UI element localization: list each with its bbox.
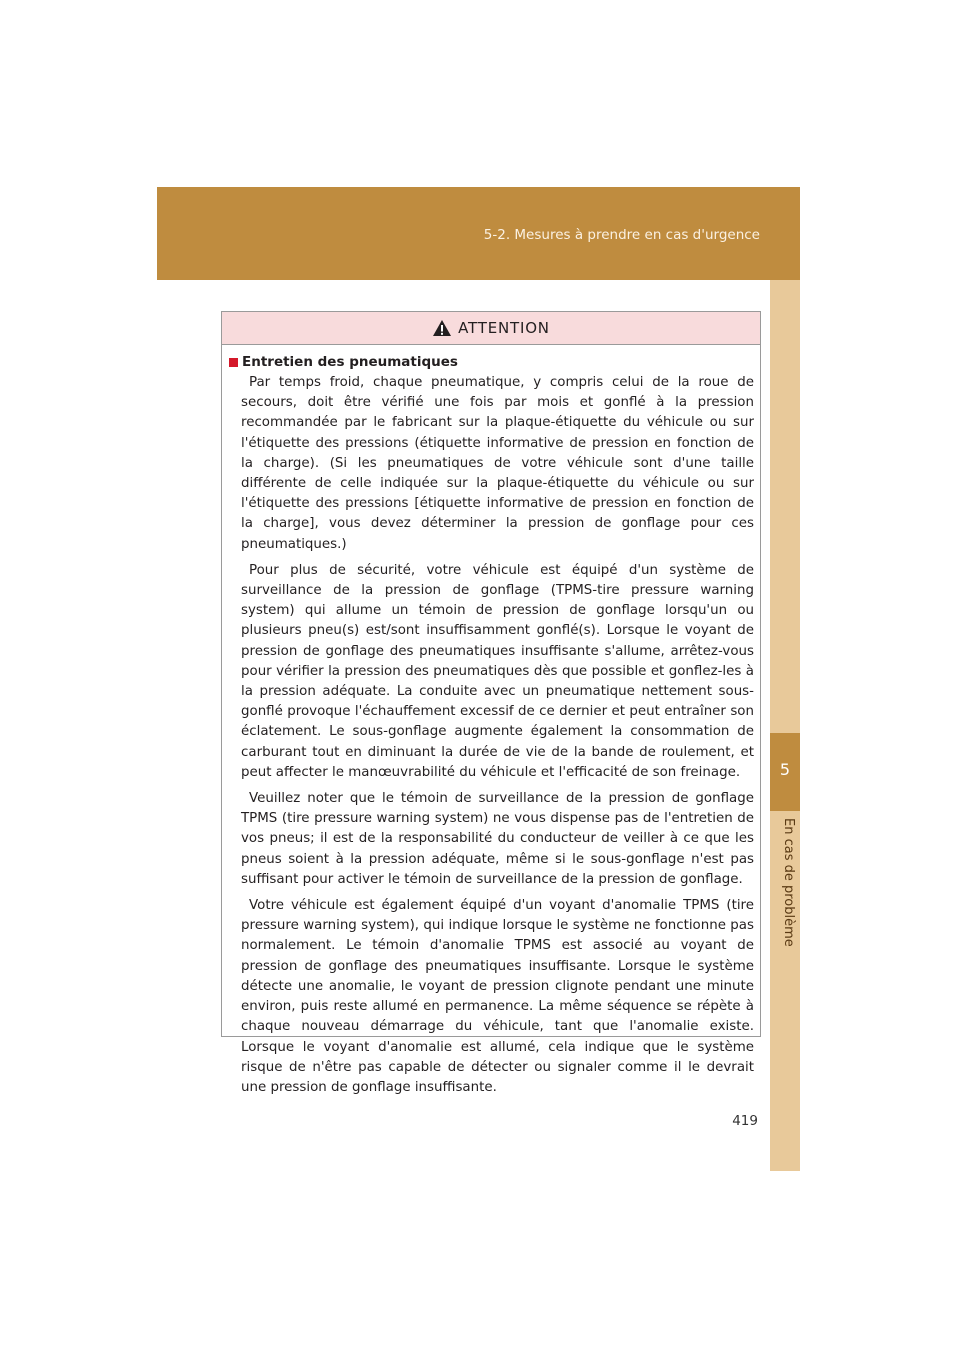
warning-header [222,312,760,345]
page-number: 419 [732,1113,758,1129]
subsection-title: Entretien des pneumatiques [242,354,458,370]
header-band [157,187,800,280]
square-bullet-icon [229,358,238,367]
warning-body [222,345,760,1098]
warning-title: ATTENTION [458,319,550,337]
paragraph-1: Par temps froid, chaque pneumatique, y compris celui de la roue de secours, doit être vérifié une fois par mois et gonflé à la pression recommandée par le fabricant sur la plaque-étiquette du véhicule ou sur l'étiquette des pressions (étiquette informative de pression en fonction de la charge). (Si les pneumatiques de votre véhicule sont d'une taille différente de celle indiquée sur la plaque-étiquette du véhicule ou sur l'étiquette des pressions [étiquette informative de pression en fonction de la charge], vous devez déterminer la pression de gonflage pour ces pneumatiques.) [241,375,754,552]
subsection-heading [229,354,754,370]
paragraph-2: Pour plus de sécurité, votre véhicule est équipé d'un système de surveillance de la pression de gonflage (TPMS-tire pressure warning system) qui allume un témoin de pression de gonflage lorsqu'un ou plusieurs pneu(s) est/sont insuffisamment gonflé(s). Lorsque le voyant de pression de gonflage des pneumatiques insuffisante s'allume, arrêtez-vous pour vérifier la pression des pneumatiques dès que possible et gonflez-les à la pression adéquate. La conduite avec un pneumatique nettement sous-gonflé provoque l'échauffement excessif de ce dernier et peut entraîner son éclatement. Le sous-gonflage augmente également la consommation de carburant tout en diminuant la durée de vie de la bande de roulement, et peut affecter le manœuvrabilité du véhicule et l'efficacité de son freinage. [241,562,754,780]
paragraph-3: Veuillez noter que le témoin de surveillance de la pression de gonflage TPMS (tire pressure warning system) ne vous dispense pas de l'entretien de vos pneus; il est de la responsabilité du conducteur de veiller à ce que les pneus soient à la pression adéquate, même si le sous-gonflage n'est pas suffisant pour activer le témoin de surveillance de la pression de gonflage. [241,791,754,887]
section-title: 5-2. Mesures à prendre en cas d'urgence [483,227,760,243]
chapter-number-box [770,733,800,811]
chapter-side-tab [770,280,800,1171]
warning-triangle-icon [432,319,452,337]
paragraph-4: Votre véhicule est également équipé d'un voyant d'anomalie TPMS (tire pressure warning system), qui indique lorsque le système ne fonctionne pas normalement. Le témoin d'anomalie TPMS est associé au voyant de pression de gonflage des pneumatiques insuffisante. Lorsque le système détecte une anomalie, le voyant de pression clignote pendant une minute environ, puis reste allumé en permanence. La même séquence se répète à chaque nouveau démarrage du véhicule, tant que l'anomalie existe. Lorsque le voyant d'anomalie est allumé, cela indique que le système risque de n'être pas capable de détecter ou signaler comme il le devrait une pression de gonflage insuffisante. [241,898,754,1095]
warning-box [221,311,761,1095]
chapter-label: En cas de problème [781,818,796,947]
chapter-number: 5 [779,760,791,779]
